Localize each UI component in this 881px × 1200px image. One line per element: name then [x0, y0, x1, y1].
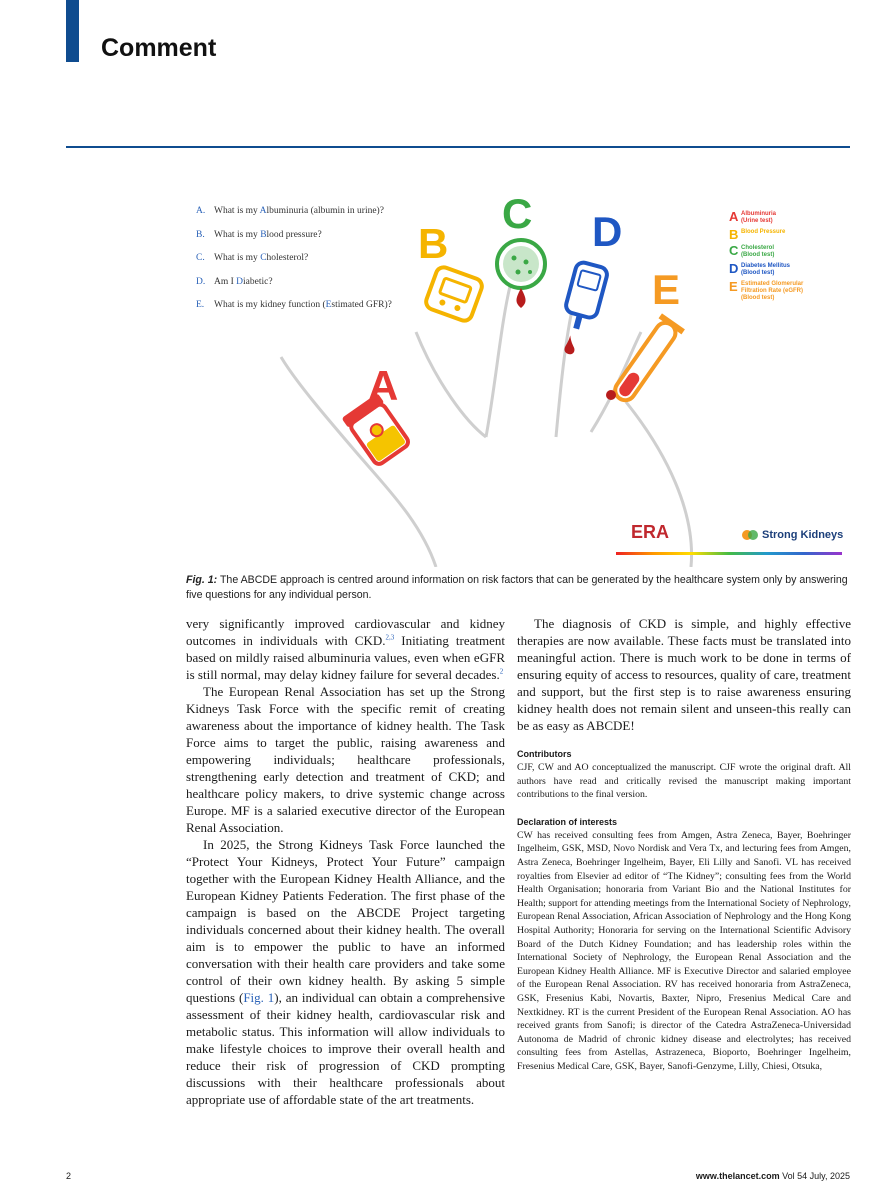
paragraph: very significantly improved cardiovascular and kidney outcomes in individuals with CKD.$^{2,3}$ Initiating treatment based on mildly raised albuminuria values, even when eGFR is still normal, may delay kidney failure for several decades.$^2$ — [186, 616, 505, 682]
logo-rainbow-bar — [616, 552, 842, 555]
question-item: C. What is my Cholesterol? — [196, 253, 309, 263]
legend-item: C Cholesterol (Blood test) — [729, 243, 775, 258]
legend-item: A Albuminuria (Urine test) — [729, 209, 777, 224]
section-title: Comment — [101, 34, 217, 62]
contributors-text: CJF, CW and AO conceptualized the manuscript. CJF wrote the original draft. All authors have read and critically revised the manuscript making important contributions to the final version. — [517, 762, 851, 801]
test-tube-icon — [608, 313, 685, 406]
contributors-heading: Contributors — [517, 749, 572, 759]
interests-text: CW has received consulting fees from Amgen, Astra Zeneca, Bayer, Boehringer Ingelheim, GSK, MSD, Novo Nordisk and Vera Tx, and lecturing fees from Amgen, Astra Zeneca, Boehringer Ingelheim, Bayer, Eli Lilly and Sanofi. VL has received royalties from Elsevier ad editor of “The Kidney”; consulting fees from the World Health Organisation; honoraria from Variant Bio and the National Institutes for Health; support for attending meetings from the International Society of Nephrology, European Renal Association, African Association of Nephrology and the Hong Kong Hospital Authority; Honoraria for serving on the International Scientific Advisory Board of the Dutch Kidney Foundation; and has leadership roles within the International Society of Nephrology, the European Renal Association and the European Kidney Health Alliance. MF is Executive Director and salaried employee of the European Renal Association. RV has received honoraria from AstraZeneca, GSK, Fresenius Kabi, Novartis, Baxter, Nipro, Fresenius Medical Care and Nextkidney. RT is the current President of the European Renal Association. AO has received grants from Sanofi; is director of the Catedra AstraZeneca-Universidad Autonoma de Madrid of chronic kidney disease and electrolytes; has received consulting fees from Astellas, Astrazeneca, Bioporto, Boehringer Ingelheim, Fresenius Medical Care, GSK, Bayer, Sanofi-Genzyme, Lilly, Chiesi, Otsuka, — [517, 829, 851, 1072]
cholesterol-cell-icon — [497, 240, 545, 308]
header-accent-bar — [66, 0, 79, 62]
figure-link[interactable]: Fig. 1 — [243, 990, 275, 1005]
paragraph: The European Renal Association has set up the Strong Kidneys Task Force with the specific remit of creating awareness about the importance of kidney health. The Task Force aims to target the public, raising awareness and empowering individuals; healthcare professionals, strengthening early detection and treatment of CKD; and healthcare policy makers, to drive systemic change across Europe. MF is a salaried executive director of the European Renal Association. — [186, 684, 505, 835]
kidney-logo-icon — [741, 527, 759, 543]
strong-kidneys-logo: Strong Kidneys — [741, 527, 843, 543]
letter-d: D — [592, 208, 623, 255]
letter-a: A — [368, 362, 399, 409]
body-column-right — [517, 615, 851, 1073]
figure-1 — [186, 182, 846, 567]
question-item: D. Am I Diabetic? — [196, 276, 273, 287]
question-item: B. What is my Blood pressure? — [196, 229, 322, 240]
header-rule — [66, 146, 850, 148]
journal-footer: www.thelancet.com Vol 54 July, 2025 — [695, 1171, 850, 1181]
era-logo: ERA — [631, 522, 670, 542]
letter-e: E — [652, 266, 681, 313]
legend-item: E Estimated Glomerular Filtration Rate (eGFR) (Blood test) — [729, 279, 804, 301]
figure-legend — [729, 210, 803, 305]
letter-b: B — [418, 220, 449, 267]
legend-item: D Diabetes Mellitus (Blood test) — [729, 261, 791, 276]
paragraph: In 2025, the Strong Kidneys Task Force launched the “Protect Your Kidneys, Protect Your Future” campaign together with the European Kidney Health Alliance, and the European Kidney Patients Federation. The first phase of the campaign is based on the ABCDE Project targeting individuals concerned about their kidney health. The overall aim is to empower the public to have an informed conversation with their health care providers and take some control of their own kidney health. By asking 5 simple questions (Fig. 1), an individual can obtain a comprehensive assessment of their kidney health, cardiovascular risk and metabolic status. This information will allow individuals to make lifestyle choices to improve their overall health and reduce their risk of progression of CKD prompting discussions with their healthcare professionals about appropriate use of affordable state of the art treatments. — [186, 837, 505, 1107]
paragraph: The diagnosis of CKD is simple, and highly effective therapies are now available. These facts must be translated into meaningful action. There is much work to be done in terms of ensuring equity of access to resources, quality of care, treatment and support, but the first step is to raise awareness ensuring kidney health does not remain silent and unseen-this really can be as easy as ABCDE! — [517, 616, 851, 733]
blood-pressure-monitor-icon — [424, 265, 484, 323]
figure-caption: Fig. 1: The ABCDE approach is centred around information on risk factors that can be generated by the healthcare system only by answering five questions for any individual person. — [186, 574, 848, 601]
question-item: E. What is my kidney function (Estimated GFR)? — [196, 300, 392, 310]
body-column-left — [186, 615, 505, 1108]
interests-heading: Declaration of interests — [517, 816, 618, 827]
letter-c: C — [502, 190, 533, 237]
legend-item: B Blood Pressure — [729, 227, 786, 242]
question-item: A. What is my Albuminuria (albumin in urine)? — [196, 206, 384, 216]
page-number: 2 — [66, 1171, 72, 1181]
question-list — [196, 200, 392, 318]
glucometer-icon — [554, 261, 609, 359]
